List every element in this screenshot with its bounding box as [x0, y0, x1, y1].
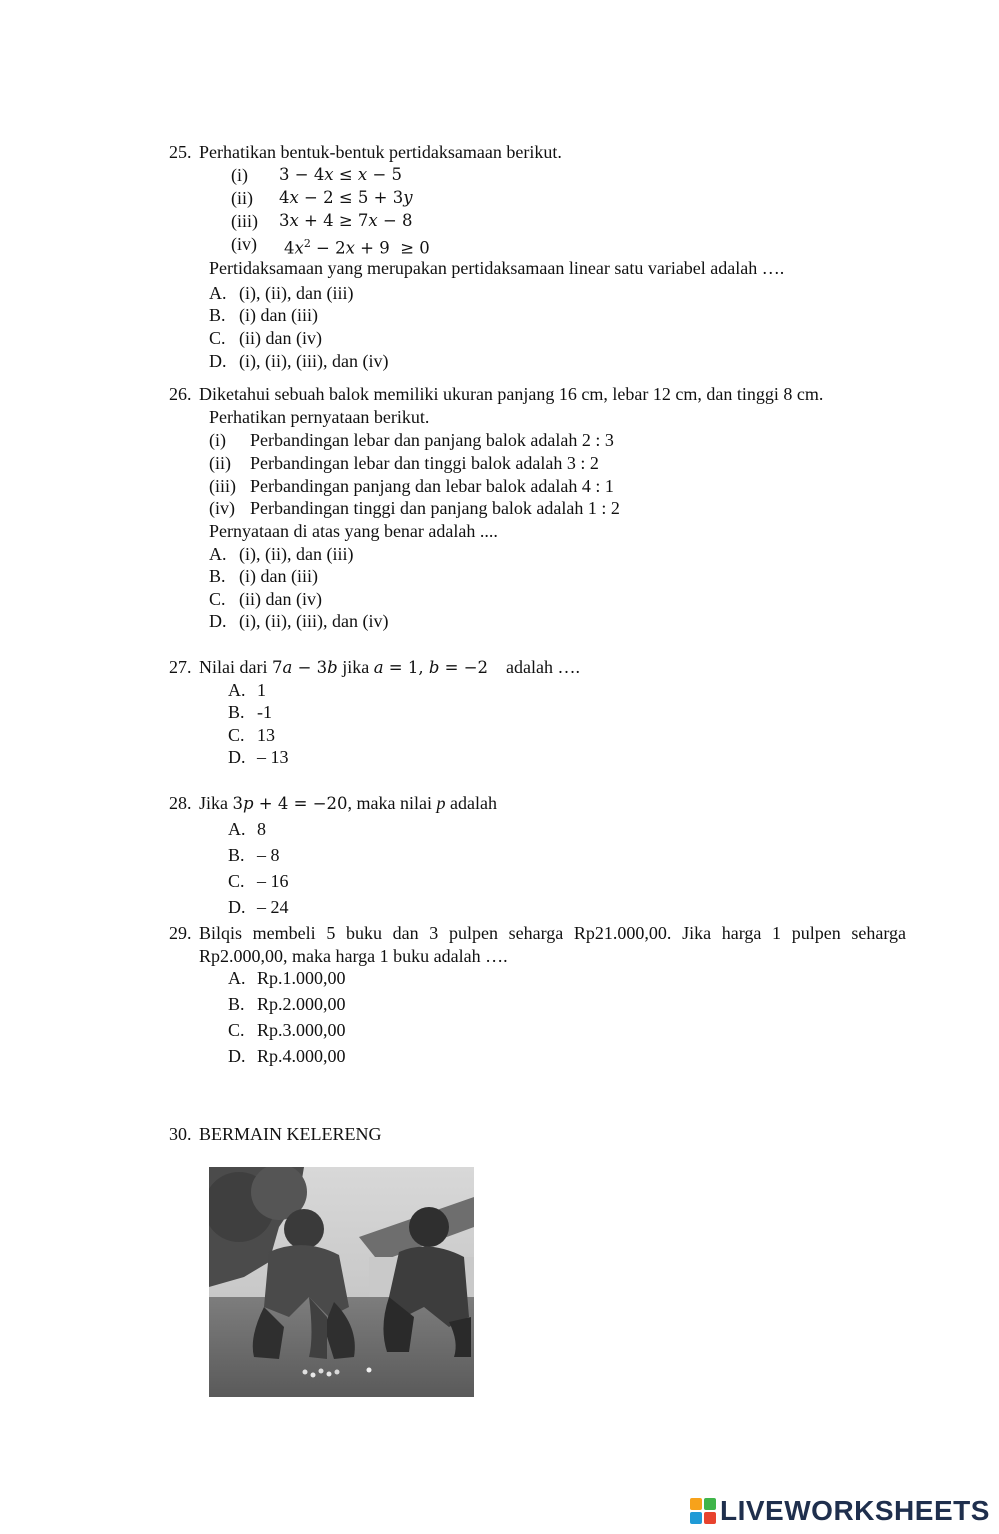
q30-title: BERMAIN KELERENG: [199, 1124, 382, 1144]
q25-option-letter: B.: [209, 305, 226, 325]
q26-option-letter: D.: [209, 611, 227, 631]
q25-number: 25.: [169, 142, 192, 162]
q29-prompt-line1: Bilqis membeli 5 buku dan 3 pulpen seharga Rp21.000,00. Jika harga 1 pulpen seharga: [199, 923, 906, 943]
q26-option-b: (i) dan (iii): [239, 566, 318, 586]
q26-item-text: Perbandingan panjang dan lebar balok adalah 4 : 1: [250, 476, 614, 496]
q30-number: 30.: [169, 1124, 192, 1144]
liveworksheets-logo-icon: [690, 1498, 716, 1524]
q28-prompt: Jika 3𝑝 + 4 = −20, maka nilai p adalah: [199, 793, 497, 813]
q28-number: 28.: [169, 793, 192, 813]
q25-item-label: (ii): [231, 188, 253, 208]
q25-option-b: (i) dan (iii): [239, 305, 318, 325]
q25-question: Pertidaksamaan yang merupakan pertidaksamaan linear satu variabel adalah ….: [209, 258, 785, 278]
q25-item-label: (i): [231, 165, 248, 185]
q25-option-d: (i), (ii), (iii), dan (iv): [239, 351, 389, 371]
q27-option-a: 1: [257, 680, 266, 700]
q26-item-text: Perbandingan lebar dan panjang balok adalah 2 : 3: [250, 430, 614, 450]
q29-option-letter: D.: [228, 1046, 246, 1066]
q26-item-label: (i): [209, 430, 226, 450]
q29-number: 29.: [169, 923, 192, 943]
q26-option-letter: C.: [209, 589, 226, 609]
q28-option-letter: B.: [228, 845, 245, 865]
q25-option-letter: D.: [209, 351, 227, 371]
q29-option-c: Rp.3.000,00: [257, 1020, 346, 1040]
q26-intro: Perhatikan pernyataan berikut.: [209, 407, 430, 427]
q28-option-c: – 16: [257, 871, 289, 891]
q26-item-label: (ii): [209, 453, 231, 473]
q27-option-d: – 13: [257, 747, 289, 767]
q28-option-a: 8: [257, 819, 266, 839]
q27-option-letter: A.: [228, 680, 246, 700]
q25-option-letter: C.: [209, 328, 226, 348]
q25-item-label: (iii): [231, 211, 258, 231]
q29-prompt-line2: Rp2.000,00, maka harga 1 buku adalah ….: [199, 946, 508, 966]
q27-option-letter: D.: [228, 747, 246, 767]
q27-option-letter: B.: [228, 702, 245, 722]
q27-option-letter: C.: [228, 725, 245, 745]
q25-item-math: 4𝑥 − 2 ≤ 5 + 3𝑦: [279, 188, 413, 207]
q25-item-math: 4𝑥$^2$ − 2𝑥 + 9 ≥ 0: [284, 237, 430, 258]
q27-option-c: 13: [257, 725, 275, 745]
liveworksheets-logo: [690, 1494, 990, 1528]
q26-number: 26.: [169, 384, 192, 404]
marbles-photo: [209, 1167, 474, 1397]
q25-item-label: (iv): [231, 234, 257, 254]
q29-option-a: Rp.1.000,00: [257, 968, 346, 988]
q29-option-b: Rp.2.000,00: [257, 994, 346, 1014]
q28-option-d: – 24: [257, 897, 289, 917]
q25-item-math: 3 − 4𝑥 ≤ 𝑥 − 5: [279, 165, 403, 184]
q26-option-c: (ii) dan (iv): [239, 589, 322, 609]
q28-option-letter: C.: [228, 871, 245, 891]
q26-option-a: (i), (ii), dan (iii): [239, 544, 354, 564]
q26-prompt: Diketahui sebuah balok memiliki ukuran panjang 16 cm, lebar 12 cm, dan tinggi 8 cm.: [199, 384, 824, 404]
q29-option-letter: B.: [228, 994, 245, 1014]
q25-option-a: (i), (ii), dan (iii): [239, 283, 354, 303]
q26-question: Pernyataan di atas yang benar adalah ....: [209, 521, 498, 541]
q25-option-c: (ii) dan (iv): [239, 328, 322, 348]
q27-option-b: -1: [257, 702, 272, 722]
q26-option-letter: B.: [209, 566, 226, 586]
q25-option-letter: A.: [209, 283, 227, 303]
q26-item-text: Perbandingan tinggi dan panjang balok adalah 1 : 2: [250, 498, 620, 518]
q28-option-letter: D.: [228, 897, 246, 917]
q25-prompt: Perhatikan bentuk-bentuk pertidaksamaan berikut.: [199, 142, 562, 162]
q28-option-b: – 8: [257, 845, 280, 865]
q28-option-letter: A.: [228, 819, 246, 839]
liveworksheets-wordmark: LIVEWORKSHEETS: [720, 1495, 990, 1526]
q27-number: 27.: [169, 657, 192, 677]
q26-item-label: (iv): [209, 498, 235, 518]
q25-item-math: 3𝑥 + 4 ≥ 7𝑥 − 8: [279, 211, 413, 230]
q26-option-d: (i), (ii), (iii), dan (iv): [239, 611, 389, 631]
q26-option-letter: A.: [209, 544, 227, 564]
q29-option-letter: A.: [228, 968, 246, 988]
q27-prompt: Nilai dari 7𝑎 − 3𝑏 jika 𝑎 = 1, 𝑏 = −2 adalah ….: [199, 657, 581, 677]
q26-item-label: (iii): [209, 476, 236, 496]
q29-option-d: Rp.4.000,00: [257, 1046, 346, 1066]
q26-item-text: Perbandingan lebar dan tinggi balok adalah 3 : 2: [250, 453, 599, 473]
q29-option-letter: C.: [228, 1020, 245, 1040]
